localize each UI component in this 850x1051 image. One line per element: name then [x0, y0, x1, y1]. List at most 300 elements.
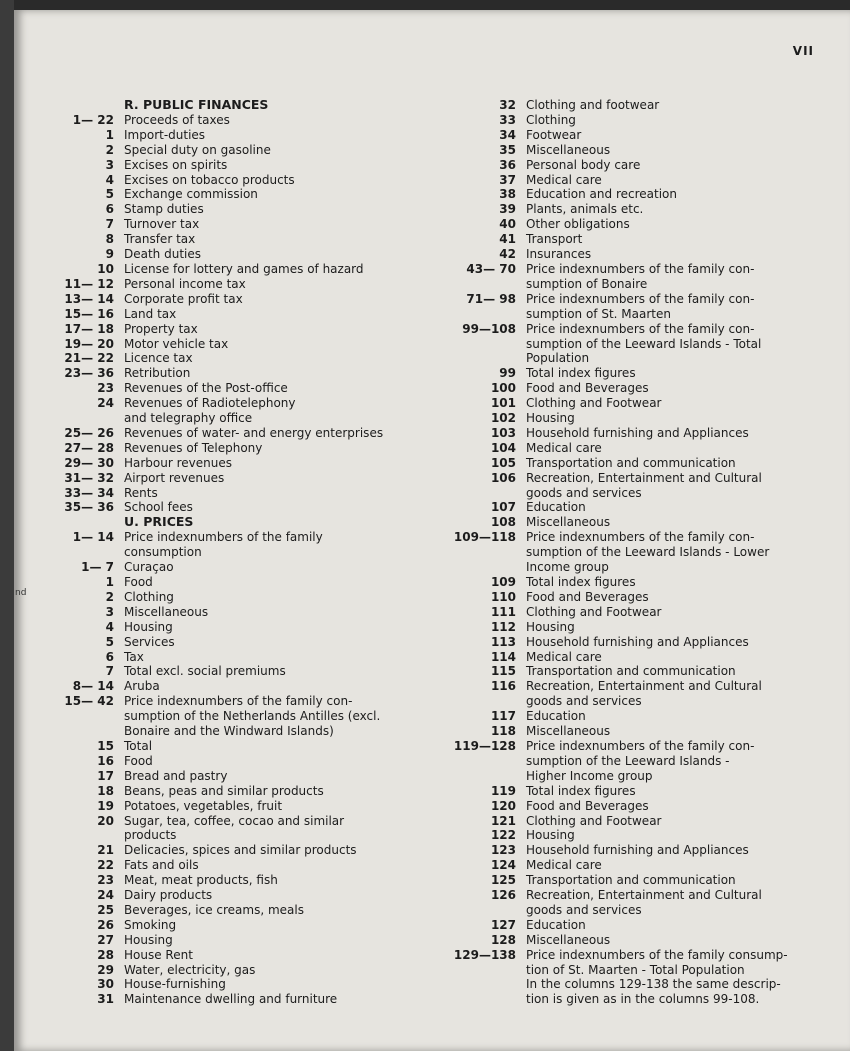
- table-title: Plants, animals etc.: [526, 202, 644, 217]
- section-title: R. PUBLIC FINANCES: [124, 97, 269, 112]
- list-item: [444, 545, 824, 560]
- table-number: [34, 709, 124, 724]
- table-number: [444, 351, 526, 366]
- list-item: [34, 366, 429, 381]
- table-number: 129—138: [453, 947, 516, 962]
- table-number: 38: [499, 187, 516, 202]
- list-item: [444, 307, 824, 322]
- table-title: sumption of the Netherlands Antilles (excl.: [124, 709, 381, 724]
- table-title: sumption of Bonaire: [526, 276, 648, 291]
- table-title: Rents: [124, 485, 158, 500]
- table-title: Population: [526, 351, 590, 366]
- table-number: 23: [97, 381, 114, 396]
- table-number: [34, 515, 124, 530]
- table-title: Excises on spirits: [124, 157, 228, 172]
- list-item: [444, 381, 824, 396]
- table-title: Education: [526, 709, 586, 724]
- table-title: Curaçao: [124, 560, 174, 575]
- table-title: Medical care: [526, 649, 602, 664]
- list-item: [34, 843, 429, 858]
- table-title: Household furnishing and Appliances: [526, 425, 749, 440]
- table-number: [444, 903, 526, 918]
- table-number: 8: [105, 232, 114, 247]
- table-number: [444, 277, 526, 292]
- table-number: 123: [490, 843, 516, 858]
- list-item: [444, 366, 824, 381]
- list-item: [34, 113, 429, 128]
- table-title: goods and services: [526, 694, 642, 709]
- list-item: [444, 441, 824, 456]
- table-title: Corporate profit tax: [124, 291, 243, 306]
- table-number: 1: [105, 127, 114, 142]
- list-item: [444, 337, 824, 352]
- table-title: Education: [526, 917, 586, 932]
- table-number: 108: [490, 515, 516, 530]
- table-title: Personal body care: [526, 157, 641, 172]
- table-number: 122: [490, 828, 516, 843]
- table-number: 41: [499, 232, 516, 247]
- table-title: Tax: [124, 649, 144, 664]
- table-number: 109—118: [453, 530, 516, 545]
- table-number: 1: [105, 575, 114, 589]
- table-title: Smoking: [124, 917, 177, 932]
- table-number: 10: [97, 261, 114, 276]
- list-item: [34, 262, 429, 277]
- table-title: Total excl. social premiums: [124, 664, 286, 679]
- table-number: [444, 963, 526, 978]
- table-number: 1— 22: [72, 112, 114, 127]
- table-number: [444, 992, 526, 1007]
- table-number: 6: [105, 649, 114, 664]
- table-number: 20: [97, 813, 114, 828]
- table-title: Clothing and Footwear: [526, 604, 662, 619]
- table-number: 16: [97, 753, 114, 768]
- list-item: [34, 128, 429, 143]
- table-number: 99: [499, 366, 516, 381]
- table-number: 25: [97, 902, 114, 917]
- table-number: [444, 560, 526, 575]
- list-item: [34, 784, 429, 799]
- list-item: [34, 635, 429, 650]
- table-number: [34, 545, 124, 560]
- table-title: Recreation, Entertainment and Cultural: [526, 888, 762, 903]
- table-title: Clothing and Footwear: [526, 396, 662, 411]
- table-title: Higher Income group: [526, 768, 653, 783]
- list-item: [444, 903, 824, 918]
- list-item: [444, 217, 824, 232]
- list-item: [444, 500, 824, 515]
- table-title: Bonaire and the Windward Islands): [124, 724, 334, 739]
- list-item: [34, 277, 429, 292]
- table-number: 7: [105, 217, 114, 232]
- list-item: [34, 396, 429, 411]
- list-item: [34, 158, 429, 173]
- table-title: Turnover tax: [124, 217, 200, 232]
- list-item: [34, 948, 429, 963]
- table-number: 124: [490, 858, 516, 873]
- table-number: 111: [490, 604, 516, 619]
- table-title: Import-duties: [124, 127, 206, 142]
- table-number: 3: [105, 604, 114, 619]
- list-item: [34, 903, 429, 918]
- list-item: [34, 441, 429, 456]
- list-item: [444, 232, 824, 247]
- list-item: [444, 143, 824, 158]
- list-item: [34, 217, 429, 232]
- list-item: [34, 471, 429, 486]
- table-title: Clothing: [526, 112, 576, 127]
- table-title: Transport: [526, 232, 583, 247]
- table-number: 26: [97, 917, 114, 932]
- list-item: [34, 411, 429, 426]
- table-title: School fees: [124, 500, 193, 515]
- list-item: [34, 769, 429, 784]
- list-item: [444, 664, 824, 679]
- table-title: Food and Beverages: [526, 381, 649, 396]
- table-number: 15: [97, 738, 114, 753]
- table-number: 1— 7: [81, 560, 114, 575]
- table-number: 71— 98: [466, 291, 516, 306]
- list-item: [34, 426, 429, 441]
- table-title: Licence tax: [124, 351, 193, 366]
- table-title: Medical care: [526, 440, 602, 455]
- table-title: Aruba: [124, 679, 160, 694]
- table-title: Harbour revenues: [124, 455, 233, 470]
- document-page: [14, 10, 850, 1051]
- table-title: and telegraphy office: [124, 411, 253, 426]
- list-item: [444, 396, 824, 411]
- table-number: [444, 769, 526, 784]
- table-number: 5: [105, 634, 114, 649]
- table-number: 21: [97, 843, 114, 858]
- list-item: [444, 963, 824, 978]
- table-title: In the columns 129-138 the same descrip-: [526, 977, 781, 992]
- table-number: 112: [490, 619, 516, 634]
- table-title: Miscellaneous: [124, 604, 209, 619]
- list-item: [444, 799, 824, 814]
- table-number: 35— 36: [64, 500, 114, 515]
- table-number: 119—128: [453, 738, 516, 753]
- table-number: 104: [490, 440, 516, 455]
- list-item: [444, 828, 824, 843]
- table-number: 29— 30: [64, 455, 114, 470]
- list-item: [444, 277, 824, 292]
- table-number: 1— 14: [72, 530, 114, 545]
- list-item: [34, 933, 429, 948]
- list-item: [444, 918, 824, 933]
- table-title: Miscellaneous: [526, 515, 611, 530]
- table-title: Recreation, Entertainment and Cultural: [526, 470, 762, 485]
- table-title: goods and services: [526, 485, 642, 500]
- table-number: 105: [490, 455, 516, 470]
- table-number: 24: [97, 888, 114, 903]
- list-item: [444, 754, 824, 769]
- list-item: [34, 858, 429, 873]
- list-item: [34, 187, 429, 202]
- list-item: [34, 724, 429, 739]
- table-number: 25— 26: [64, 425, 114, 440]
- table-number: 37: [499, 172, 516, 187]
- table-number: 5: [105, 187, 114, 202]
- table-title: Special duty on gasoline: [124, 142, 271, 157]
- table-title: Price indexnumbers of the family con-: [526, 261, 755, 276]
- table-number: [444, 486, 526, 501]
- table-title: Price indexnumbers of the family con-: [124, 694, 353, 709]
- table-title: Total: [124, 738, 153, 753]
- right-column: [444, 98, 824, 1007]
- table-number: 29: [97, 962, 114, 977]
- table-title: Revenues of the Post-office: [124, 381, 288, 396]
- list-item: [34, 202, 429, 217]
- table-number: 106: [490, 470, 516, 485]
- table-number: 8— 14: [72, 679, 114, 694]
- list-item: [444, 933, 824, 948]
- table-number: 115: [490, 664, 516, 679]
- table-title: Airport revenues: [124, 470, 225, 485]
- table-title: Services: [124, 634, 175, 649]
- list-item: [444, 948, 824, 963]
- table-number: 19— 20: [64, 336, 114, 351]
- table-number: 31: [97, 992, 114, 1007]
- table-number: 17: [97, 768, 114, 783]
- table-title: products: [124, 828, 177, 843]
- table-number: 3: [105, 157, 114, 172]
- table-title: Housing: [124, 619, 173, 634]
- list-item: [444, 98, 824, 113]
- list-item: [34, 873, 429, 888]
- table-title: Total index figures: [526, 575, 636, 589]
- list-item: [444, 515, 824, 530]
- table-title: Water, electricity, gas: [124, 962, 256, 977]
- table-number: [34, 411, 124, 426]
- table-number: 23— 36: [64, 366, 114, 381]
- section-title: U. PRICES: [124, 514, 194, 530]
- list-item: [444, 247, 824, 262]
- table-number: 13— 14: [64, 291, 114, 306]
- table-title: Housing: [526, 411, 575, 426]
- table-number: 33: [499, 112, 516, 127]
- table-title: Retribution: [124, 366, 191, 381]
- table-title: Exchange commission: [124, 187, 258, 202]
- list-item: [444, 173, 824, 188]
- table-number: 35: [499, 142, 516, 157]
- book-binding-edge: [0, 0, 14, 1051]
- list-item: [444, 530, 824, 545]
- table-title: Sugar, tea, coffee, cocao and similar: [124, 813, 345, 828]
- table-title: Miscellaneous: [526, 724, 611, 739]
- list-item: [444, 784, 824, 799]
- table-number: [444, 337, 526, 352]
- table-title: Other obligations: [526, 217, 630, 232]
- table-number: 118: [490, 724, 516, 739]
- list-item: [444, 560, 824, 575]
- table-number: [444, 977, 526, 992]
- table-title: Excises on tobacco products: [124, 172, 295, 187]
- table-title: Housing: [526, 619, 575, 634]
- table-title: Dairy products: [124, 888, 213, 903]
- table-title: Price indexnumbers of the family: [124, 530, 323, 545]
- table-title: sumption of the Leeward Islands -: [526, 753, 730, 768]
- table-number: 17— 18: [64, 321, 114, 336]
- table-title: Recreation, Entertainment and Cultural: [526, 679, 762, 694]
- section-heading: [34, 98, 429, 113]
- table-title: Food and Beverages: [526, 589, 649, 604]
- table-title: Price indexnumbers of the family con-: [526, 291, 755, 306]
- table-title: Proceeds of taxes: [124, 112, 230, 127]
- list-item: [444, 262, 824, 277]
- list-item: [444, 814, 824, 829]
- table-number: 40: [499, 217, 516, 232]
- table-number: 31— 32: [64, 470, 114, 485]
- table-title: Transportation and communication: [526, 873, 736, 888]
- table-title: Price indexnumbers of the family con-: [526, 530, 755, 545]
- list-item: [444, 471, 824, 486]
- list-item: [444, 769, 824, 784]
- table-number: 127: [490, 917, 516, 932]
- list-item: [444, 709, 824, 724]
- list-item: [34, 500, 429, 515]
- list-item: [34, 545, 429, 560]
- table-number: [444, 545, 526, 560]
- table-number: 121: [490, 813, 516, 828]
- table-title: Revenues of Radiotelephony: [124, 396, 296, 411]
- table-title: Total index figures: [526, 366, 636, 381]
- list-item: [34, 888, 429, 903]
- list-item: [444, 456, 824, 471]
- table-title: Housing: [124, 932, 173, 947]
- list-item: [34, 814, 429, 829]
- list-item: [444, 620, 824, 635]
- table-title: Price indexnumbers of the family con-: [526, 321, 755, 336]
- list-item: [34, 590, 429, 605]
- table-title: sumption of the Leeward Islands - Lower: [526, 545, 770, 560]
- list-item: [34, 709, 429, 724]
- table-title: Total index figures: [526, 783, 636, 798]
- list-item: [34, 143, 429, 158]
- table-title: Revenues of Telephony: [124, 440, 263, 455]
- table-number: 109: [490, 575, 516, 589]
- table-title: Motor vehicle tax: [124, 336, 229, 351]
- table-number: 102: [490, 411, 516, 426]
- list-item: [34, 322, 429, 337]
- list-item: [34, 828, 429, 843]
- table-title: Food: [124, 753, 153, 768]
- table-title: tion is given as in the columns 99-108.: [526, 992, 760, 1007]
- table-title: tion of St. Maarten - Total Population: [526, 962, 745, 977]
- table-number: 2: [105, 589, 114, 604]
- table-number: 43— 70: [466, 261, 516, 276]
- table-title: sumption of the Leeward Islands - Total: [526, 336, 762, 351]
- list-item: [444, 635, 824, 650]
- list-item: [34, 664, 429, 679]
- list-item: [34, 605, 429, 620]
- list-item: [444, 858, 824, 873]
- table-number: 6: [105, 202, 114, 217]
- table-title: Revenues of water- and energy enterprises: [124, 425, 384, 440]
- table-number: 39: [499, 202, 516, 217]
- table-number: 100: [490, 381, 516, 396]
- table-number: 34: [499, 127, 516, 142]
- table-title: Medical care: [526, 172, 602, 187]
- list-item: [444, 873, 824, 888]
- list-item: [444, 202, 824, 217]
- table-number: [34, 724, 124, 739]
- table-title: Income group: [526, 560, 609, 575]
- table-title: Personal income tax: [124, 276, 246, 291]
- table-title: Land tax: [124, 306, 177, 321]
- list-item: [444, 486, 824, 501]
- table-title: Medical care: [526, 858, 602, 873]
- list-item: [34, 694, 429, 709]
- table-number: 27: [97, 932, 114, 947]
- table-title: Food: [124, 575, 153, 589]
- list-item: [34, 351, 429, 366]
- list-item: [34, 679, 429, 694]
- table-title: Education: [526, 500, 586, 515]
- page-number: VII: [792, 44, 814, 58]
- table-title: Clothing and Footwear: [526, 813, 662, 828]
- table-number: [444, 307, 526, 322]
- table-title: Beverages, ice creams, meals: [124, 902, 304, 917]
- margin-note: nd: [15, 588, 27, 598]
- table-title: Clothing and footwear: [526, 98, 660, 112]
- table-number: 107: [490, 500, 516, 515]
- table-title: goods and services: [526, 902, 642, 917]
- table-number: 119: [490, 783, 516, 798]
- table-title: Beans, peas and similar products: [124, 783, 324, 798]
- list-item: [444, 292, 824, 307]
- list-item: [34, 530, 429, 545]
- list-item: [444, 128, 824, 143]
- table-title: Transportation and communication: [526, 455, 736, 470]
- list-item: [444, 992, 824, 1007]
- table-number: 2: [105, 142, 114, 157]
- table-number: 19: [97, 798, 114, 813]
- table-title: License for lottery and games of hazard: [124, 261, 364, 276]
- list-item: [444, 187, 824, 202]
- section-heading: [34, 515, 429, 530]
- list-item: [444, 679, 824, 694]
- table-number: 113: [490, 634, 516, 649]
- table-number: 4: [105, 172, 114, 187]
- table-number: 125: [490, 873, 516, 888]
- table-title: Food and Beverages: [526, 798, 649, 813]
- table-title: Maintenance dwelling and furniture: [124, 992, 338, 1007]
- list-item: [34, 307, 429, 322]
- list-item: [444, 575, 824, 590]
- list-item: [444, 158, 824, 173]
- list-item: [34, 575, 429, 590]
- table-number: 11— 12: [64, 276, 114, 291]
- list-item: [34, 739, 429, 754]
- table-number: 15— 42: [64, 694, 114, 709]
- table-title: House-furnishing: [124, 977, 226, 992]
- list-item: [34, 650, 429, 665]
- table-number: 15— 16: [64, 306, 114, 321]
- list-item: [34, 754, 429, 769]
- table-title: Household furnishing and Appliances: [526, 843, 749, 858]
- list-item: [444, 351, 824, 366]
- table-title: Property tax: [124, 321, 198, 336]
- table-title: Bread and pastry: [124, 768, 228, 783]
- table-number: 28: [97, 947, 114, 962]
- list-item: [444, 650, 824, 665]
- list-item: [444, 322, 824, 337]
- list-item: [34, 173, 429, 188]
- list-item: [34, 292, 429, 307]
- list-item: [34, 977, 429, 992]
- table-number: 110: [490, 589, 516, 604]
